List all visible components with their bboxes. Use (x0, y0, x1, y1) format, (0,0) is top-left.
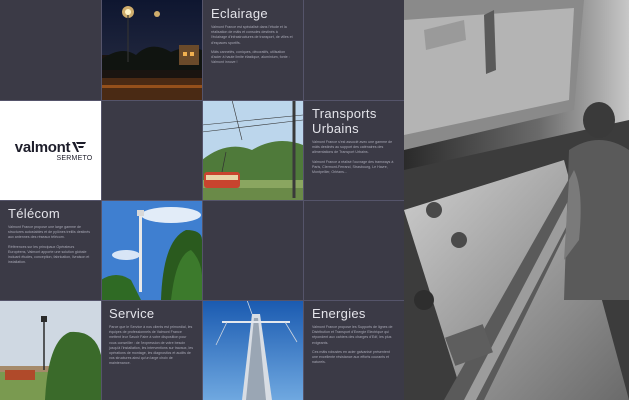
section-title: Service (109, 306, 155, 321)
photo-service-site (0, 300, 101, 400)
photo-antenna (101, 200, 202, 300)
brand-logo (0, 100, 101, 200)
photo-tram (202, 100, 303, 200)
panel-blank (101, 100, 202, 200)
section-text: Valmont France s'est associé avec une gamme de mâts destinés au support des caténaires des alimentations de Transport Urbains. (312, 140, 393, 155)
logo-subtitle: SERMETO (56, 154, 93, 162)
valmont-v-icon (72, 141, 86, 153)
panel-blank (0, 0, 101, 100)
section-text: Mâts cannelés, coniques, décoratifs, utilisation d'acier à haute limite élastique, aluminium, fonte : Valmont innove ! (211, 49, 290, 65)
section-text: Références sur les principaux Opérateurs Européens, Valmont apporte une solution globale incluant études, conception, fabrication, livraison et installation. (8, 244, 90, 265)
photo-pylon (202, 300, 303, 400)
panel-service (101, 300, 202, 400)
logo-wordmark: valmont (15, 139, 86, 156)
section-text: Valmont France propose les Supports de lignes de Distribution et Transport d'Energie Electrique qui répondent aux cahiers des charges d'Edf, les plus exigeants. (312, 325, 393, 345)
section-title: Télécom (8, 206, 60, 221)
section-title: Energies (312, 306, 366, 321)
section-text: Ces mâts robustes en acier galvanisé présentent une excellente résistance aux efforts courants et naturels. (312, 349, 390, 365)
panel-transports (303, 100, 404, 200)
divider (0, 200, 404, 201)
section-text: Valmont France propose une large gamme de structures autostables et de pylônes treillis destinés aux antennes des réseaux télécom. (8, 225, 91, 240)
photo-night-street (101, 0, 202, 100)
section-title: Transports Urbains (312, 106, 377, 136)
panel-telecom (0, 200, 101, 300)
section-text: Valmont France est spécialisé dans l'étude et la réalisation de mâts et consoles destinés à l'éclairage d'infrastructures de transport, de villes et d'espaces sportifs. (211, 25, 293, 45)
section-text: Valmont France a réalisé l'ouvrage des tramways à Paris, Clermont-Ferrand, Strasbourg, Le Havre, Montpellier, Orléans... (312, 159, 394, 175)
section-text: Parce que le Service à nos clients est primordial, les équipes de professionnels de Valmont France mettent leur Savoir Faire à votre disposition pour vous conseiller : de l'expression de votre besoin jusqu'à l'installation, les interventions sur travaux, les opérations de montage, les diagnostics et audits de vos structures ainsi qu'un large choix de maintenance. (109, 325, 194, 366)
divider (0, 300, 404, 301)
panel-blank (202, 200, 303, 300)
photo-factory (404, 0, 629, 400)
panel-blank (303, 0, 404, 100)
divider (0, 100, 404, 101)
panel-blank (303, 200, 404, 300)
section-title: Eclairage (211, 6, 268, 21)
panel-eclairage (202, 0, 303, 100)
panel-energies (303, 300, 404, 400)
